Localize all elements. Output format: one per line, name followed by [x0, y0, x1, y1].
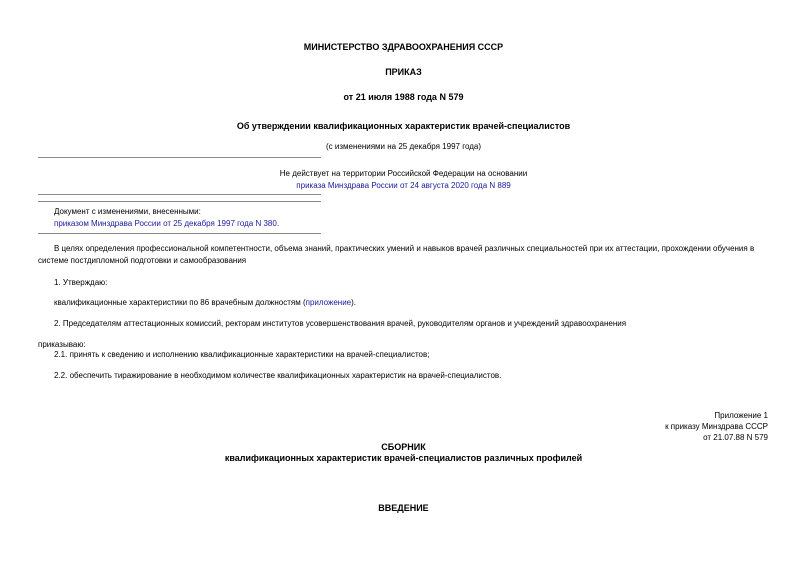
item-1-text-before: квалификационные характеристики по 86 врачебным должностям (: [54, 298, 306, 307]
item-2-1: 2.1. принять к сведению и исполнению квалификационные характеристики на врачей-специалистов;: [54, 350, 430, 359]
item-1-text: [54, 298, 356, 307]
collection-title: СБОРНИК: [381, 442, 426, 452]
changes-suffix: .: [276, 219, 280, 228]
section-title: ВВЕДЕНИЕ: [378, 503, 429, 513]
amendments-note: (с изменениями на 25 декабря 1997 года): [325, 142, 481, 151]
doc-date-number: от 21 июля 1988 года N 579: [343, 92, 464, 102]
changes-entry: [54, 219, 279, 228]
divider: [38, 201, 321, 202]
divider: [38, 157, 321, 158]
prikazyvayu: приказываю:: [38, 340, 86, 349]
appendix-date: от 21.07.88 N 579: [703, 433, 768, 442]
ministry-heading: МИНИСТЕРСТВО ЗДРАВООХРАНЕНИЯ СССР: [303, 42, 504, 52]
divider: [38, 194, 321, 195]
changes-line: Документ с изменениями, внесенными:: [54, 207, 201, 216]
item-1-text-after: ).: [351, 298, 357, 307]
preamble-paragraph: В целях определения профессиональной компетентности, объема знаний, практических умений и навыков врачей различных специальностей при их аттестации, прохождении обучения в системе постдипломной подготовки и самообразования: [38, 244, 755, 265]
collection-subtitle: квалификационных характеристик врачей-специалистов различных профилей: [224, 453, 583, 463]
appendix-label: Приложение 1: [714, 411, 768, 420]
status-line: Не действует на территории Российской Федерации на основании: [279, 169, 528, 178]
changes-link[interactable]: приказом Минздрава России от 25 декабря 1997 года N 380: [54, 219, 277, 228]
status-link[interactable]: приказа Минздрава России от 24 августа 2020 года N 889: [296, 181, 511, 190]
doc-title: Об утверждении квалификационных характеристик врачей-специалистов: [236, 121, 571, 131]
appendix-ref: к приказу Минздрава СССР: [665, 422, 768, 431]
item-1: 1. Утверждаю:: [54, 278, 108, 287]
appendix-link[interactable]: приложение: [305, 298, 352, 307]
doc-type-heading: ПРИКАЗ: [385, 67, 422, 77]
item-2-2: 2.2. обеспечить тиражирование в необходимом количестве квалификационных характеристик на врачей-специалистов.: [54, 371, 502, 380]
divider: [38, 233, 321, 234]
item-2: 2. Председателям аттестационных комиссий, ректорам институтов усовершенствования врачей, руководителям органов и учреждений здравоохранения: [54, 319, 627, 328]
